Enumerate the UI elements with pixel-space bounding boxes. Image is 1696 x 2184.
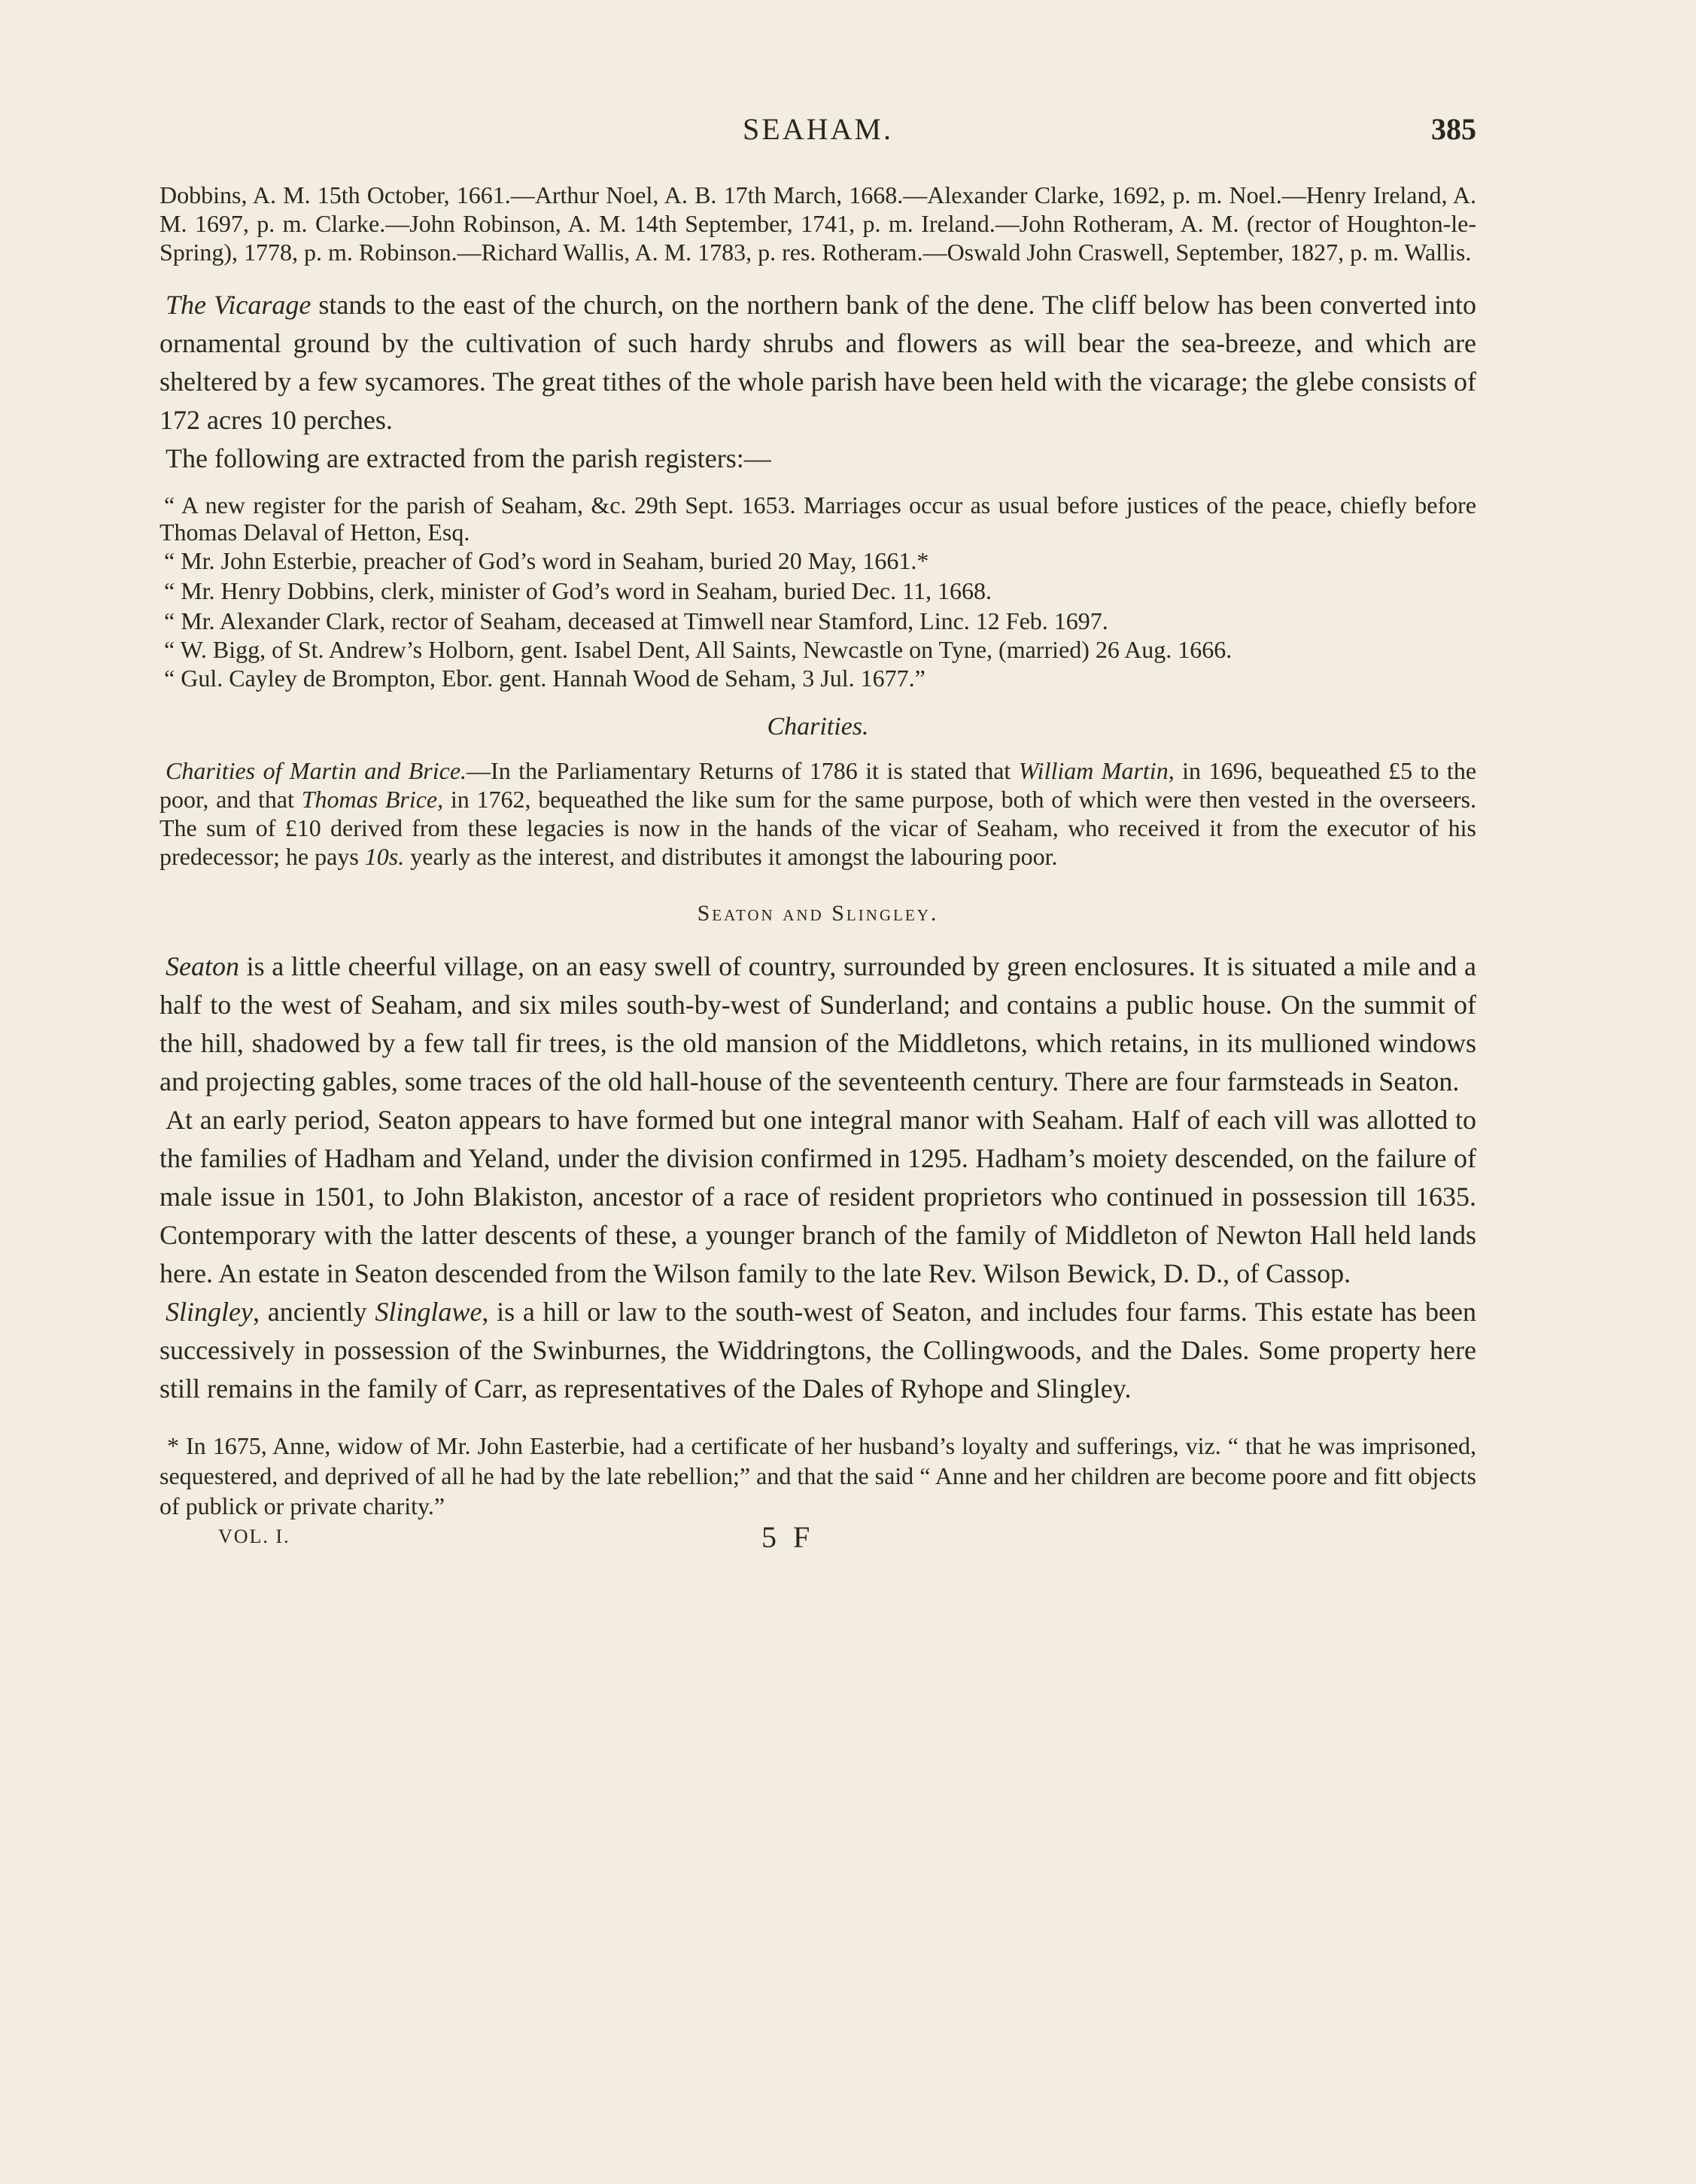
charities-text: yearly as the interest, and distributes it amongst the labouring poor. (404, 843, 1058, 870)
page-number: 385 (1431, 112, 1476, 146)
charity-amount: 10s. (364, 843, 405, 870)
charities-text: in 1762, bequeathed the like sum for the same purpose, both of which were then vested in the overseers. The sum of £10 derived from these legacies is now in the hands of the vicar of Seaham, who received it from the executor of his predecessor; he pays (160, 786, 1477, 870)
vicarage-paragraph (160, 286, 1476, 440)
charity-donor-name: Thomas Brice, (301, 786, 444, 813)
charities-lead: Charities of Martin and Brice. (166, 757, 467, 784)
vicarage-text: stands to the east of the church, on the northern bank of the dene. The cliff below has been converted into ornamental ground by the cultivation of such hardy shrubs and flowers as will bear the sea-breeze, and which are sheltered by a few sycamores. The great tithes of the whole parish have been held with the vicarage; the glebe consists of 172 acres 10 perches. (160, 290, 1476, 435)
vicarage-title: The Vicarage (166, 290, 312, 320)
slingley-alt-name: Slinglawe (375, 1297, 482, 1327)
charities-paragraph (160, 756, 1476, 871)
register-entry: “ Mr. John Esterbie, preacher of God’s word in Seaham, buried 20 May, 1661.* (164, 547, 929, 574)
register-entry: “ W. Bigg, of St. Andrew’s Holborn, gent. Isabel Dent, All Saints, Newcastle on Tyne, (married) 26 Aug. 1666. (164, 636, 1232, 663)
register-entry: “ Mr. Henry Dobbins, clerk, minister of God’s word in Seaham, buried Dec. 11, 1668. (164, 577, 992, 604)
charities-heading: Charities. (767, 713, 869, 741)
slingley-text: , anciently (252, 1297, 375, 1327)
seaton-history-paragraph: At an early period, Seaton appears to have formed but one integral manor with Seaham. Half of each vill was allotted to the families of Hadham and Yeland, under the division confirmed in 1295. Hadham’s moiety descended, on the failure of male issue in 1501, to John Blakiston, ancestor of a race of resident proprietors who continued in possession till 1635. Contemporary with the latter descents of these, a younger branch of the family of Middleton of Newton Hall held lands here. An estate in Seaton descended from the Wilson family to the late Rev. Wilson Bewick, D. D., of Cassop. (160, 1105, 1476, 1288)
charity-donor-name: William Martin, (1018, 757, 1175, 784)
charities-text: in 1696, bequeathed £5 to the poor, and that (160, 757, 1477, 813)
seaton-heading: Seaton and Slingley. (697, 901, 939, 926)
seaton-paragraph (160, 948, 1476, 1101)
signature-line (160, 1520, 1476, 1559)
register-entry: “ A new register for the parish of Seaham, &c. 29th Sept. 1653. Marriages occur as usual before justices of the peace, chiefly before Thomas Delaval of Hetton, Esq. (160, 491, 1476, 546)
volume-label: VOL. I. (218, 1525, 290, 1547)
signature-mark: 5 F (761, 1520, 815, 1554)
slingley-text: , is a hill or law to the south-west of Seaton, and includes four farms. This estate has been successively in possession of the Swinburnes, the Widdringtons, the Collingwoods, and the Dales. Some property here still remains in the family of Carr, as representatives of the Dales of Ryhope and Slingley. (160, 1297, 1476, 1404)
page-header (160, 111, 1476, 157)
footnote: * In 1675, Anne, widow of Mr. John Easterbie, had a certificate of her husband’s loyalty and sufferings, viz. “ that he was imprisoned, sequestered, and deprived of all he had by the late rebellion;” and that the said “ Anne and her children are become poore and fitt objects of publick or private charity.” (160, 1432, 1476, 1519)
slingley-paragraph (160, 1293, 1476, 1408)
register-entry: “ Gul. Cayley de Brompton, Ebor. gent. Hannah Wood de Seham, 3 Jul. 1677.” (164, 665, 926, 692)
page-body (160, 181, 1476, 1559)
seaton-lead: Seaton (166, 951, 239, 981)
register-extracts (160, 491, 1476, 693)
seaton-text: is a little cheerful village, on an easy swell of country, surrounded by green enclosures. It is situated a mile and a half to the west of Seaham, and six miles south-by-west of Sunderland; and contains a public house. On the summit of the hill, shadowed by a few tall fir trees, is the old mansion of the Middletons, which retains, in its mullioned windows and projecting gables, some traces of the old hall-house of the seventeenth century. There are four farmsteads in Seaton. (160, 951, 1476, 1097)
running-head: SEAHAM. (743, 112, 893, 146)
slingley-lead: Slingley (166, 1297, 253, 1327)
incumbents-list: Dobbins, A. M. 15th October, 1661.—Arthur Noel, A. B. 17th March, 1668.—Alexander Clarke, 1692, p. m. Noel.—Henry Ireland, A. M. 1697, p. m. Clarke.—John Robinson, A. M. 14th September, 1741, p. m. Ireland.—John Rotheram, A. M. (rector of Houghton-le-Spring), 1778, p. m. Robinson.—Richard Wallis, A. M. 1783, p. res. Rotheram.—Oswald John Craswell, September, 1827, p. m. Wallis. (160, 181, 1476, 266)
registers-intro: The following are extracted from the parish registers:— (166, 443, 771, 473)
register-entry: “ Mr. Alexander Clark, rector of Seaham, deceased at Timwell near Stamford, Linc. 12 Feb. 1697. (164, 607, 1108, 634)
charities-text: —In the Parliamentary Returns of 1786 it is stated that (467, 757, 1019, 784)
